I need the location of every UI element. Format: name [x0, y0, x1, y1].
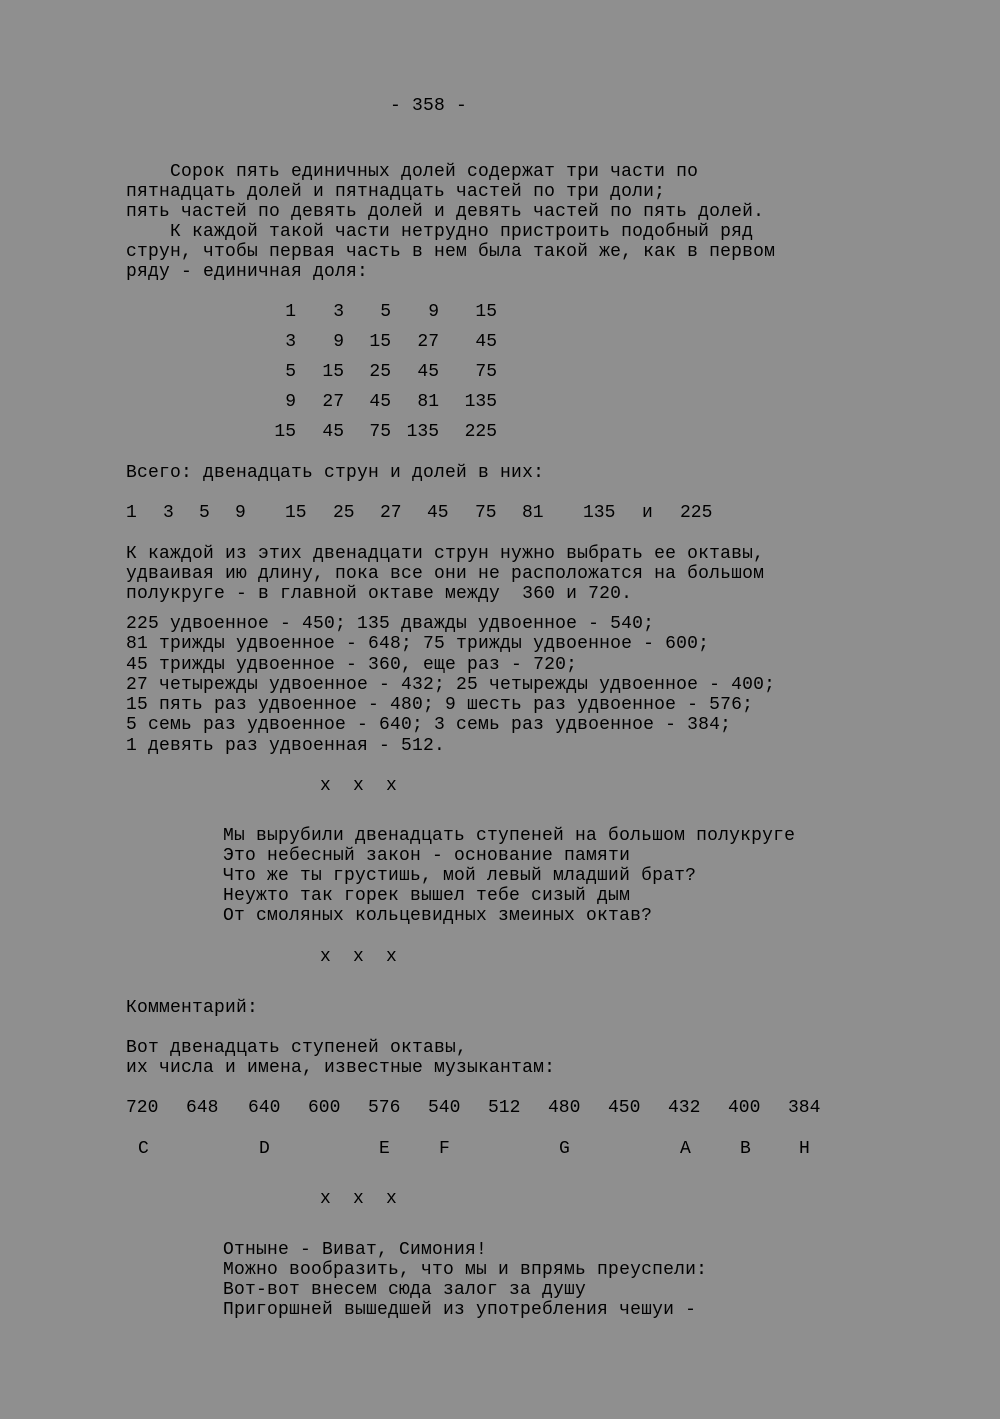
poem-line: Неужто так горек вышел тебе сизый дым [223, 886, 631, 906]
comment-line: их числа и имена, известные музыкантам: [126, 1058, 556, 1078]
table-cell: 1 [285, 302, 296, 322]
total-value: 25 [333, 503, 355, 523]
scale-note: B [740, 1139, 751, 1159]
intro-line: пятнадцать долей и пятнадцать частей по три доли; [126, 182, 666, 202]
octave-line: полукруге - в главной октаве между 360 и 720. [126, 584, 633, 604]
intro-line: струн, чтобы первая часть в нем была такой же, как в первом [126, 242, 776, 262]
scale-note: E [379, 1139, 390, 1159]
section-separator: x x x [320, 776, 398, 796]
table-cell: 25 [369, 362, 391, 382]
scale-note: H [799, 1139, 810, 1159]
table-cell: 225 [464, 422, 497, 442]
scale-note: F [439, 1139, 450, 1159]
total-label: Всего: двенадцать струн и долей в них: [126, 463, 545, 483]
total-value: и [642, 503, 653, 523]
poem-line: Это небесный закон - основание памяти [223, 846, 631, 866]
table-cell: 45 [369, 392, 391, 412]
poem-line: Можно вообразить, что мы и впрямь преуспели: [223, 1260, 708, 1280]
table-cell: 27 [417, 332, 439, 352]
table-cell: 5 [285, 362, 296, 382]
scale-note: G [559, 1139, 570, 1159]
scale-number: 540 [428, 1098, 461, 1118]
table-cell: 75 [475, 362, 497, 382]
table-cell: 9 [333, 332, 344, 352]
poem-line: Отныне - Виват, Симония! [223, 1240, 488, 1260]
table-cell: 3 [285, 332, 296, 352]
comment-label: Комментарий: [126, 998, 259, 1018]
scale-number: 640 [248, 1098, 281, 1118]
octave-line: удваивая ию длину, пока все они не расположатся на большом [126, 564, 765, 584]
scale-note: D [259, 1139, 270, 1159]
poem-line: Пригоршней вышедшей из употребления чешуи - [223, 1300, 697, 1320]
table-cell: 45 [475, 332, 497, 352]
total-value: 1 [126, 503, 137, 523]
scale-number: 512 [488, 1098, 521, 1118]
poem-line: Что же ты грустишь, мой левый младший брат? [223, 866, 697, 886]
doubling-line: 225 удвоенное - 450; 135 дважды удвоенное - 540; [126, 614, 655, 634]
table-cell: 135 [464, 392, 497, 412]
doubling-line: 81 трижды удвоенное - 648; 75 трижды удвоенное - 600; [126, 634, 710, 654]
page-number: - 358 - [390, 96, 468, 116]
total-value: 81 [522, 503, 544, 523]
table-cell: 15 [369, 332, 391, 352]
intro-line: Сорок пять единичных долей содержат три части по [126, 162, 699, 182]
doubling-line: 1 девять раз удвоенная - 512. [126, 736, 446, 756]
scale-number: 600 [308, 1098, 341, 1118]
intro-line: К каждой такой части нетрудно пристроить подобный ряд [126, 222, 754, 242]
table-cell: 45 [322, 422, 344, 442]
total-value: 135 [583, 503, 616, 523]
table-cell: 9 [428, 302, 439, 322]
total-value: 27 [380, 503, 402, 523]
table-cell: 9 [285, 392, 296, 412]
scale-number: 720 [126, 1098, 159, 1118]
total-value: 45 [427, 503, 449, 523]
doubling-line: 15 пять раз удвоенное - 480; 9 шесть раз удвоенное - 576; [126, 695, 754, 715]
scale-number: 384 [788, 1098, 821, 1118]
poem-line: Мы вырубили двенадцать ступеней на большом полукруге [223, 826, 796, 846]
poem-line: От смоляных кольцевидных змеиных октав? [223, 906, 653, 926]
table-cell: 15 [475, 302, 497, 322]
table-cell: 27 [322, 392, 344, 412]
table-cell: 81 [417, 392, 439, 412]
total-value: 75 [475, 503, 497, 523]
intro-line: пять частей по девять долей и девять частей по пять долей. [126, 202, 765, 222]
section-separator: x x x [320, 1189, 398, 1209]
comment-line: Вот двенадцать ступеней октавы, [126, 1038, 468, 1058]
section-separator: x x x [320, 947, 398, 967]
table-cell: 75 [369, 422, 391, 442]
octave-line: К каждой из этих двенадцати струн нужно выбрать ее октавы, [126, 544, 765, 564]
doubling-line: 45 трижды удвоенное - 360, еще раз - 720; [126, 655, 578, 675]
scale-note: C [138, 1139, 149, 1159]
table-cell: 45 [417, 362, 439, 382]
intro-line: ряду - единичная доля: [126, 262, 369, 282]
table-cell: 3 [333, 302, 344, 322]
scale-number: 648 [186, 1098, 219, 1118]
table-cell: 135 [406, 422, 439, 442]
poem-line: Вот-вот внесем сюда залог за душу [223, 1280, 587, 1300]
scale-number: 400 [728, 1098, 761, 1118]
total-value: 15 [285, 503, 307, 523]
scale-note: A [680, 1139, 691, 1159]
total-value: 225 [680, 503, 713, 523]
scale-number: 576 [368, 1098, 401, 1118]
doubling-line: 27 четырежды удвоенное - 432; 25 четырежды удвоенное - 400; [126, 675, 776, 695]
table-cell: 15 [322, 362, 344, 382]
scale-number: 480 [548, 1098, 581, 1118]
total-value: 9 [235, 503, 246, 523]
scale-number: 450 [608, 1098, 641, 1118]
table-cell: 15 [274, 422, 296, 442]
total-value: 3 [163, 503, 174, 523]
scale-number: 432 [668, 1098, 701, 1118]
total-value: 5 [199, 503, 210, 523]
doubling-line: 5 семь раз удвоенное - 640; 3 семь раз удвоенное - 384; [126, 715, 732, 735]
table-cell: 5 [380, 302, 391, 322]
